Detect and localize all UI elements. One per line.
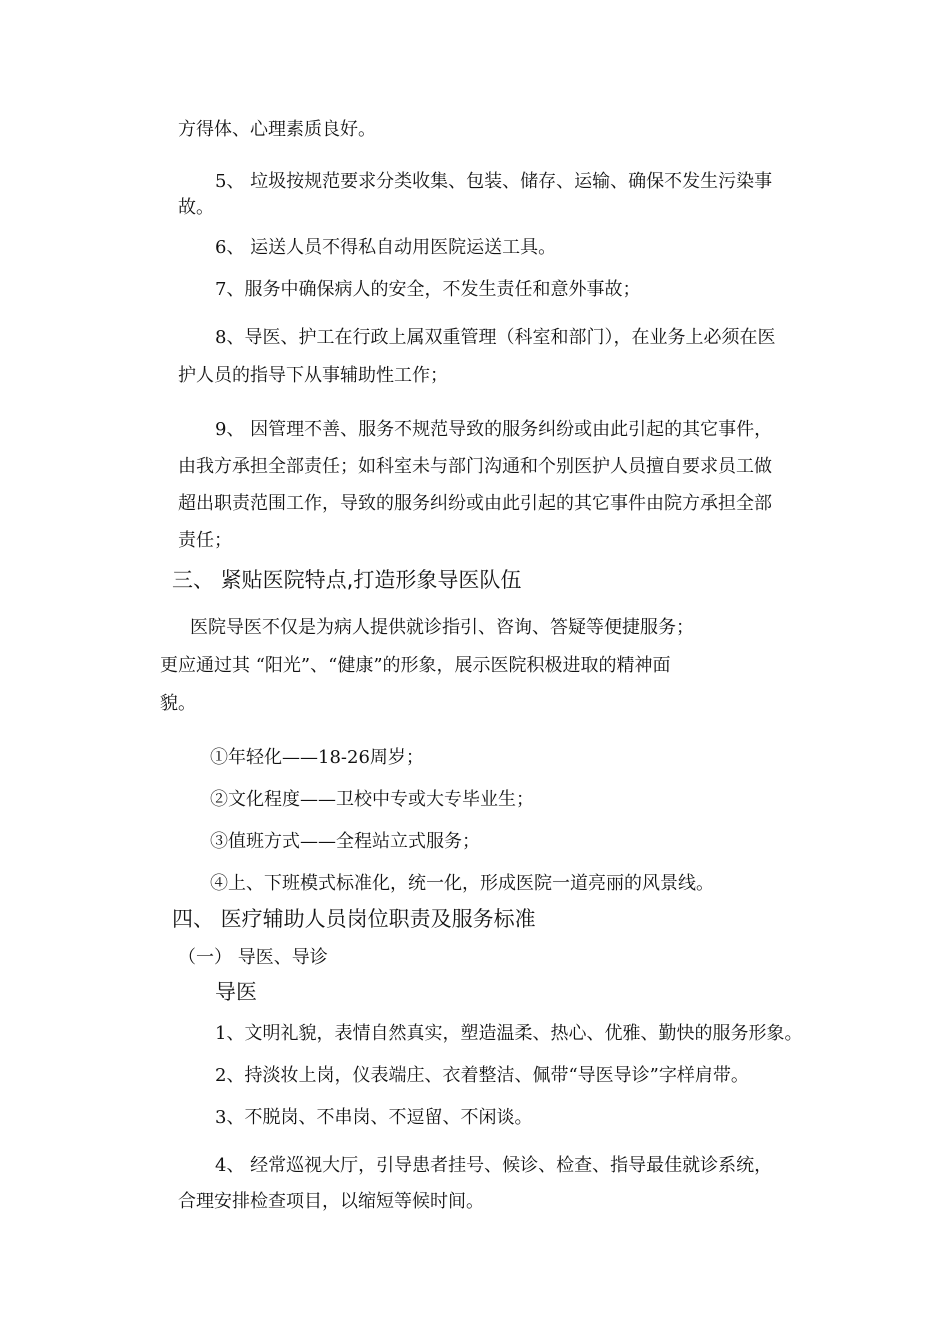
text-line: 4、 经常巡视大厅，引导患者挂号、候诊、检查、指导最佳就诊系统， (215, 1155, 773, 1176)
text-line: 貌。 (160, 693, 196, 714)
text-line: 医院导医不仅是为病人提供就诊指引、咨询、答疑等便捷服务； (190, 617, 694, 638)
section-heading-3: 三、 紧贴医院特点,打造形象导医队伍 (172, 568, 522, 592)
list-item: ④上、下班模式标准化，统一化，形成医院一道亮丽的风景线。 (210, 873, 714, 894)
text-line: 超出职责范围工作，导致的服务纠纷或由此引起的其它事件由院方承担全部 (178, 493, 772, 514)
list-item: ①年轻化——18-26周岁； (210, 747, 424, 768)
text-line: 护人员的指导下从事辅助性工作； (178, 365, 448, 386)
text-line: 2、持淡妆上岗，仪表端庄、衣着整洁、佩带“导医导诊”字样肩带。 (215, 1065, 749, 1086)
text-line: 更应通过其 “阳光”、“健康”的形象，展示医院积极进取的精神面 (160, 655, 671, 676)
text-line: 1、文明礼貌，表情自然真实，塑造温柔、热心、优雅、勤快的服务形象。 (215, 1023, 803, 1044)
text-line: 故。 (178, 197, 214, 218)
text-line: 9、 因管理不善、服务不规范导致的服务纠纷或由此引起的其它事件， (215, 419, 773, 440)
text-line: 责任； (178, 530, 232, 551)
text-line: 合理安排检查项目，以缩短等候时间。 (178, 1191, 484, 1212)
subsection-heading: （一） 导医、导诊 (178, 947, 328, 968)
text-line: 方得体、心理素质良好。 (178, 119, 376, 140)
section-heading-4: 四、 医疗辅助人员岗位职责及服务标准 (172, 907, 536, 931)
text-line: 3、不脱岗、不串岗、不逗留、不闲谈。 (215, 1107, 533, 1128)
text-line: 由我方承担全部责任；如科室未与部门沟通和个别医护人员擅自要求员工做 (178, 456, 772, 477)
list-item: ③值班方式——全程站立式服务； (210, 831, 480, 852)
subheading-daoyi: 导医 (215, 980, 257, 1004)
list-item: ②文化程度——卫校中专或大专毕业生； (210, 789, 534, 810)
text-line: 6、 运送人员不得私自动用医院运送工具。 (215, 237, 557, 258)
text-line: 7、服务中确保病人的安全，不发生责任和意外事故； (215, 279, 641, 300)
text-line: 5、 垃圾按规范要求分类收集、包装、储存、运输、确保不发生污染事 (215, 171, 773, 192)
text-line: 8、导医、护工在行政上属双重管理（科室和部门），在业务上必须在医 (215, 327, 776, 348)
